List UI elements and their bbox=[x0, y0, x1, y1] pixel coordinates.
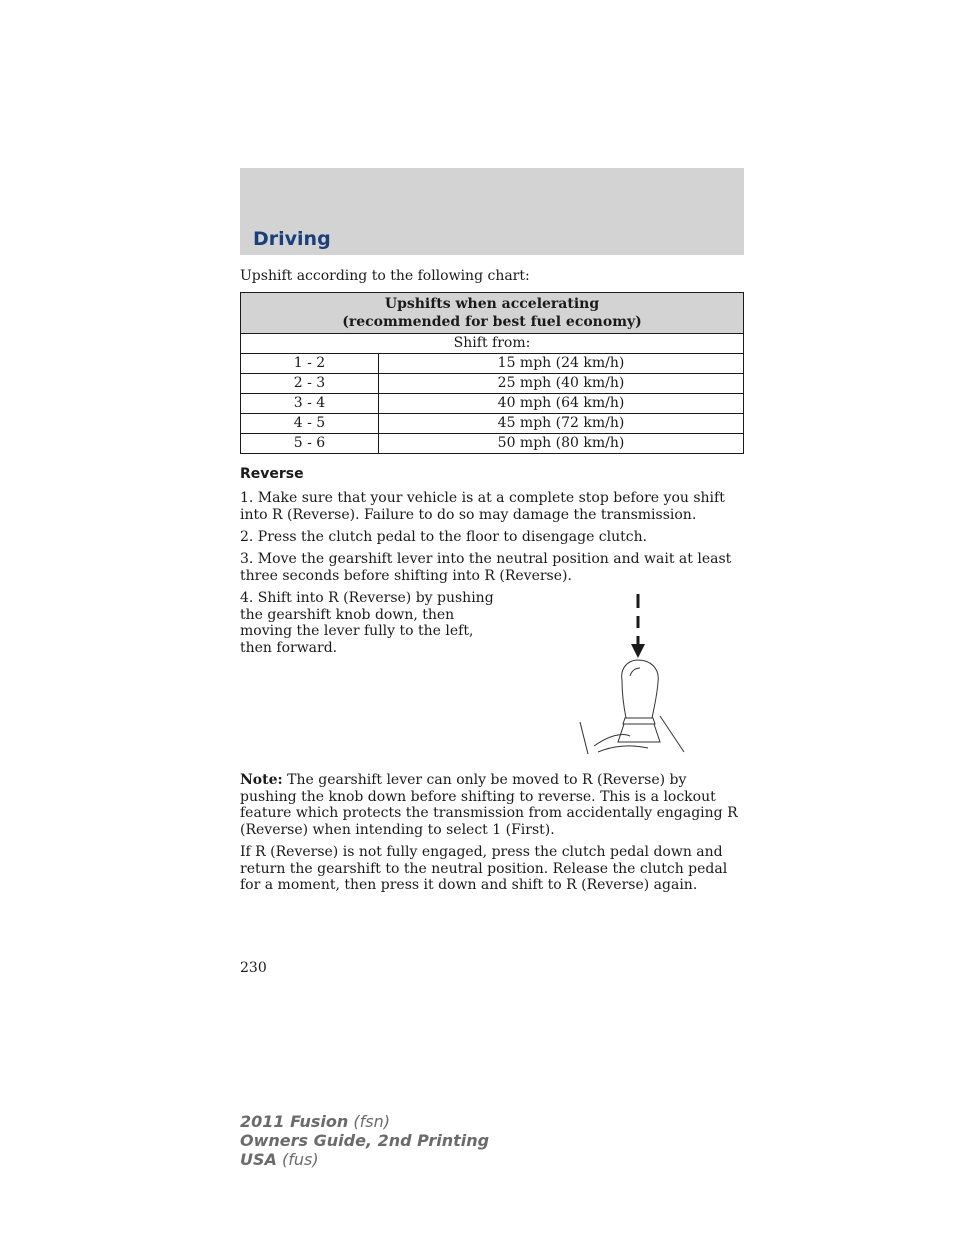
reverse-step-1: 1. Make sure that your vehicle is at a complete stop before you shift into R (Reverse). Failure to do so may damage the transmission. bbox=[240, 490, 725, 523]
table-subheading: Shift from: bbox=[241, 334, 744, 354]
reverse-step-4: 4. Shift into R (Reverse) by pushing the gearshift knob down, then moving the lever fully to the left, then forward. bbox=[240, 590, 494, 656]
reverse-final-paragraph: If R (Reverse) is not fully engaged, press the clutch pedal down and return the gearshift to the neutral position. Release the clutch pedal for a moment, then press it down and shift to R (Reverse) again. bbox=[240, 844, 728, 893]
footer-market-code: (fus) bbox=[276, 1150, 319, 1169]
table-heading-line1: Upshifts when accelerating bbox=[384, 296, 600, 312]
table-cell-gear: 3 - 4 bbox=[241, 394, 379, 414]
table-row bbox=[241, 394, 744, 414]
footer-line-3 bbox=[240, 1150, 489, 1169]
table-heading bbox=[241, 293, 744, 334]
table-cell-speed: 15 mph (24 km/h) bbox=[379, 354, 744, 374]
table-row bbox=[241, 434, 744, 454]
reverse-step-2: 2. Press the clutch pedal to the floor to disengage clutch. bbox=[240, 529, 648, 545]
table-row bbox=[241, 414, 744, 434]
note-label: Note: bbox=[240, 772, 283, 788]
reverse-heading: Reverse bbox=[240, 466, 304, 482]
table-header-row bbox=[241, 293, 744, 334]
table-row bbox=[241, 354, 744, 374]
page-number: 230 bbox=[240, 960, 267, 976]
footer-model: 2011 Fusion bbox=[240, 1112, 349, 1131]
table-cell-speed: 50 mph (80 km/h) bbox=[379, 434, 744, 454]
document-footer bbox=[240, 1112, 489, 1169]
table-cell-speed: 25 mph (40 km/h) bbox=[379, 374, 744, 394]
table-heading-line2: (recommended for best fuel economy) bbox=[342, 314, 642, 330]
table-cell-gear: 2 - 3 bbox=[241, 374, 379, 394]
table-cell-gear: 5 - 6 bbox=[241, 434, 379, 454]
section-title: Driving bbox=[253, 228, 331, 250]
gearshift-knob-icon bbox=[618, 660, 660, 742]
footer-model-code: (fsn) bbox=[348, 1112, 390, 1131]
reverse-note bbox=[240, 772, 744, 838]
footer-market: USA bbox=[240, 1150, 277, 1169]
table-subheader-row bbox=[241, 334, 744, 354]
section-header-band bbox=[240, 168, 744, 255]
table-cell-gear: 1 - 2 bbox=[241, 354, 379, 374]
reverse-step-3: 3. Move the gearshift lever into the neutral position and wait at least three seconds before shifting into R (Reverse). bbox=[240, 551, 732, 584]
footer-edition: Owners Guide, 2nd Printing bbox=[240, 1131, 490, 1150]
table-cell-speed: 40 mph (64 km/h) bbox=[379, 394, 744, 414]
upshift-table bbox=[240, 292, 744, 454]
intro-text: Upshift according to the following chart: bbox=[240, 268, 530, 284]
table-cell-gear: 4 - 5 bbox=[241, 414, 379, 434]
gearshift-push-down-illustration bbox=[578, 590, 688, 758]
footer-line-2 bbox=[240, 1131, 489, 1150]
table-row bbox=[241, 374, 744, 394]
table-cell-speed: 45 mph (72 km/h) bbox=[379, 414, 744, 434]
footer-line-1 bbox=[240, 1112, 489, 1131]
note-text: The gearshift lever can only be moved to R (Reverse) by pushing the knob down before shifting to reverse. This is a lockout feature which protects the transmission from accidentally engaging R (Reverse) when intending to select 1 (First). bbox=[240, 772, 738, 838]
